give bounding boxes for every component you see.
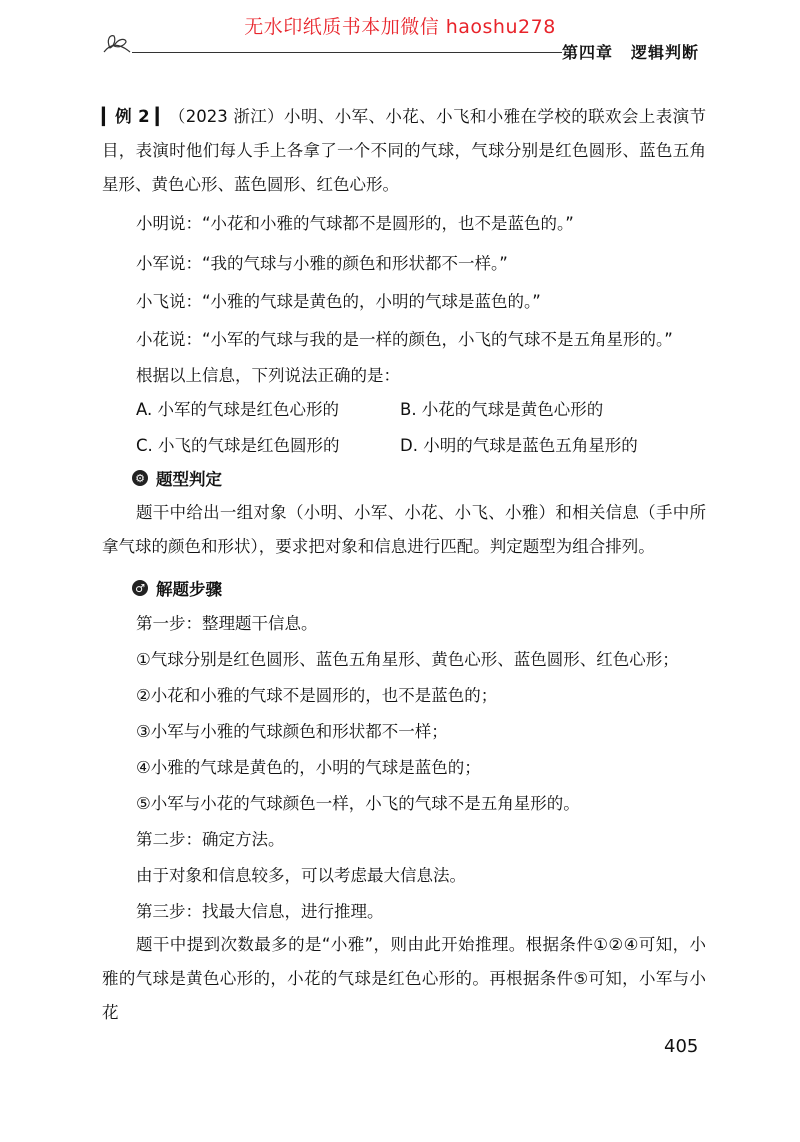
step-2-text: 由于对象和信息较多，可以考虑最大信息法。: [136, 866, 466, 885]
type-section-title: [132, 466, 222, 490]
statement-xiaofei: 小飞说：“小雅的气球是黄色的，小明的气球是蓝色的。”: [136, 292, 541, 311]
option-b: B. 小花的气球是黄色心形的: [400, 400, 604, 419]
steps-section-label: 解题步骤: [156, 580, 222, 599]
watermark: 无水印纸质书本加微信 haoshu278: [244, 16, 556, 38]
statement-xiaoming: 小明说：“小花和小雅的气球都不是圆形的，也不是蓝色的。”: [136, 214, 574, 233]
header-rule: [132, 52, 562, 53]
example-intro: [102, 100, 706, 202]
option-d: D. 小明的气球是蓝色五角星形的: [400, 436, 638, 455]
example-intro-text: （2023 浙江）小明、小军、小花、小飞和小雅在学校的联欢会上表演节目，表演时他们每人手上各拿了一个不同的气球，气球分别是红色圆形、蓝色五角星形、黄色心形、蓝色圆形、红色心形。: [102, 107, 706, 194]
condition-3: ③小军与小雅的气球颜色和形状都不一样；: [136, 722, 448, 741]
page-number: 405: [664, 1036, 699, 1057]
statement-xiaohua: 小花说：“小军的气球与我的是一样的颜色，小飞的气球不是五角星形的。”: [136, 330, 673, 349]
steps-section-title: [132, 576, 222, 600]
example-tag: ▎例 2 ▎: [102, 107, 169, 126]
option-c: C. 小飞的气球是红色圆形的: [136, 436, 340, 455]
option-a: A. 小军的气球是红色心形的: [136, 400, 339, 419]
statement-xiaojun: 小军说：“我的气球与小雅的颜色和形状都不一样。”: [136, 254, 508, 273]
leaf-ornament-icon: [100, 30, 134, 58]
step-3-text: 题干中提到次数最多的是“小雅”，则由此开始推理。根据条件①②④可知，小雅的气球是黄色心形的，小花的气球是红色心形的。再根据条件⑤可知，小军与小花: [102, 935, 706, 1022]
running-header: [562, 40, 699, 63]
step-3: 第三步：找最大信息，进行推理。: [136, 902, 384, 921]
condition-4: ④小雅的气球是黄色的，小明的气球是蓝色的；: [136, 758, 481, 777]
gear-badge-icon: ⚙: [132, 470, 148, 486]
condition-1: ①气球分别是红色圆形、蓝色五角星形、黄色心形、蓝色圆形、红色心形；: [136, 650, 679, 669]
condition-5: ⑤小军与小花的气球颜色一样，小飞的气球不是五角星形的。: [136, 794, 580, 813]
chapter-label: 第四章: [562, 43, 614, 62]
condition-2: ②小花和小雅的气球不是圆形的，也不是蓝色的；: [136, 686, 498, 705]
step-2: 第二步：确定方法。: [136, 830, 285, 849]
section-label: 逻辑判断: [631, 43, 700, 62]
question-text: 根据以上信息，下列说法正确的是：: [136, 366, 400, 385]
key-badge-icon: ♂: [132, 580, 148, 596]
step-1: 第一步：整理题干信息。: [136, 614, 318, 633]
type-section-label: 题型判定: [156, 470, 222, 489]
type-section-text: 题干中给出一组对象（小明、小军、小花、小飞、小雅）和相关信息（手中所拿气球的颜色和形状），要求把对象和信息进行匹配。判定题型为组合排列。: [102, 503, 706, 556]
